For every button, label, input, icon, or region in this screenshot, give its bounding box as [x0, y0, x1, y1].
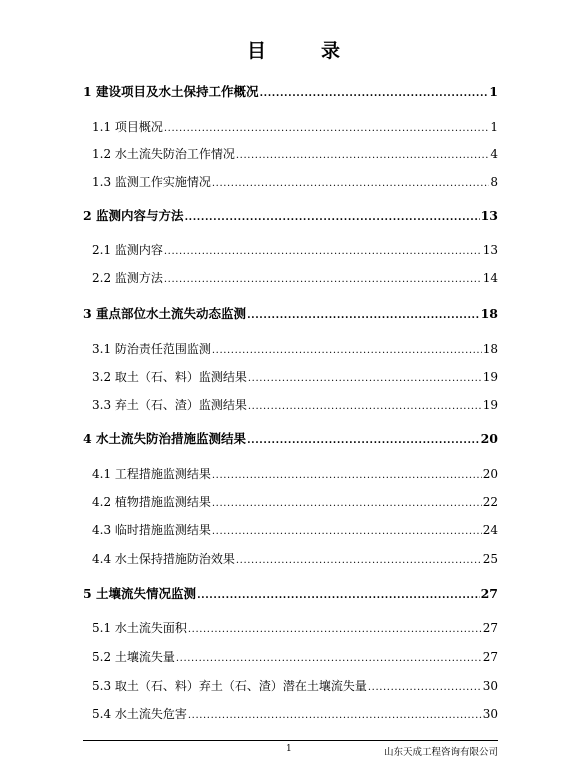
- toc-dot-leader: [236, 146, 489, 162]
- toc-entry-label: 5.2 土壤流失量: [92, 650, 175, 664]
- toc-entry-label: 5 土壤流失情况监测: [83, 586, 197, 601]
- toc-section-entry[interactable]: [92, 706, 498, 722]
- toc-dot-leader: [368, 678, 482, 694]
- toc-dot-leader: [164, 270, 482, 286]
- toc-dot-leader: [176, 649, 482, 665]
- toc-dot-leader: [188, 620, 482, 636]
- toc-entry-page-number: 19: [482, 398, 498, 412]
- toc-entry-page-number: 18: [480, 306, 498, 321]
- toc-dot-leader: [164, 119, 489, 135]
- toc-chapter-entry[interactable]: [83, 208, 498, 224]
- toc-section-entry[interactable]: [92, 119, 498, 135]
- toc-entry-page-number: 27: [480, 586, 498, 601]
- toc-entry-page-number: 1: [489, 84, 498, 99]
- toc-chapter-entry[interactable]: [83, 306, 498, 322]
- toc-dot-leader: [197, 586, 480, 602]
- toc-entry-page-number: 19: [482, 370, 498, 384]
- toc-entry-label: 4.3 临时措施监测结果: [92, 523, 211, 537]
- toc-entry-label: 2 监测内容与方法: [83, 208, 184, 223]
- toc-entry-label: 5.1 水土流失面积: [92, 621, 187, 635]
- toc-entry-page-number: 20: [480, 431, 498, 446]
- toc-section-entry[interactable]: [92, 678, 498, 694]
- toc-entry-page-number: 18: [482, 342, 498, 356]
- toc-dot-leader: [188, 706, 482, 722]
- toc-entry-page-number: 13: [482, 243, 498, 257]
- toc-entry-label: 1 建设项目及水土保持工作概况: [83, 84, 259, 99]
- toc-entry-page-number: 25: [482, 552, 498, 566]
- toc-entry-page-number: 30: [482, 707, 498, 721]
- toc-section-entry[interactable]: [92, 341, 498, 357]
- footer-company-name: 山东天成工程咨询有限公司: [383, 747, 498, 758]
- toc-dot-leader: [212, 522, 482, 538]
- toc-chapter-entry[interactable]: [83, 586, 498, 602]
- toc-dot-leader: [236, 551, 482, 567]
- toc-entry-label: 5.4 水土流失危害: [92, 707, 187, 721]
- page-title: 目 录: [246, 40, 358, 62]
- toc-entry-page-number: 27: [482, 621, 498, 635]
- toc-section-entry[interactable]: [92, 242, 498, 258]
- toc-entry-page-number: 20: [482, 467, 498, 481]
- toc-section-entry[interactable]: [92, 551, 498, 567]
- footer-page-number: 1: [286, 744, 292, 754]
- toc-entry-page-number: 14: [482, 271, 498, 285]
- toc-entry-label: 4.4 水土保持措施防治效果: [92, 552, 235, 566]
- toc-entry-label: 1.1 项目概况: [92, 120, 163, 134]
- toc-dot-leader: [248, 397, 482, 413]
- toc-entry-page-number: 8: [490, 175, 498, 189]
- toc-section-entry[interactable]: [92, 494, 498, 510]
- toc-chapter-entry[interactable]: [83, 431, 498, 447]
- toc-chapter-entry[interactable]: [83, 84, 498, 100]
- toc-entry-page-number: 4: [490, 147, 498, 161]
- toc-dot-leader: [164, 242, 482, 258]
- toc-section-entry[interactable]: [92, 466, 498, 482]
- toc-section-entry[interactable]: [92, 174, 498, 190]
- toc-section-entry[interactable]: [92, 522, 498, 538]
- toc-entry-page-number: 27: [482, 650, 498, 664]
- toc-dot-leader: [248, 369, 482, 385]
- toc-entry-label: 2.1 监测内容: [92, 243, 163, 257]
- toc-entry-label: 1.3 监测工作实施情况: [92, 175, 211, 189]
- toc-section-entry[interactable]: [92, 649, 498, 665]
- toc-entry-label: 4.1 工程措施监测结果: [92, 467, 211, 481]
- toc-entry-label: 3.2 取土（石、料）监测结果: [92, 370, 247, 384]
- toc-dot-leader: [212, 466, 482, 482]
- toc-section-entry[interactable]: [92, 397, 498, 413]
- toc-dot-leader: [247, 306, 480, 322]
- toc-dot-leader: [247, 431, 480, 447]
- toc-entry-page-number: 1: [490, 120, 498, 134]
- toc-entry-label: 3.1 防治责任范围监测: [92, 342, 211, 356]
- toc-section-entry[interactable]: [92, 620, 498, 636]
- toc-entry-label: 3.3 弃土（石、渣）监测结果: [92, 398, 247, 412]
- toc-section-entry[interactable]: [92, 369, 498, 385]
- toc-entry-page-number: 13: [480, 208, 498, 223]
- toc-entry-label: 5.3 取土（石、料）弃土（石、渣）潜在土壤流失量: [92, 679, 367, 693]
- toc-entry-label: 2.2 监测方法: [92, 271, 163, 285]
- toc-entry-page-number: 24: [482, 523, 498, 537]
- toc-dot-leader: [212, 174, 489, 190]
- footer-divider: [83, 740, 498, 741]
- toc-section-entry[interactable]: [92, 270, 498, 286]
- toc-entry-page-number: 22: [482, 495, 498, 509]
- toc-dot-leader: [260, 84, 489, 100]
- toc-section-entry[interactable]: [92, 146, 498, 162]
- toc-dot-leader: [212, 494, 482, 510]
- toc-entry-label: 4.2 植物措施监测结果: [92, 495, 211, 509]
- toc-entry-label: 4 水土流失防治措施监测结果: [83, 431, 247, 446]
- toc-entry-label: 1.2 水土流失防治工作情况: [92, 147, 235, 161]
- toc-entry-label: 3 重点部位水土流失动态监测: [83, 306, 247, 321]
- toc-dot-leader: [212, 341, 482, 357]
- toc-dot-leader: [185, 208, 480, 224]
- toc-entry-page-number: 30: [482, 679, 498, 693]
